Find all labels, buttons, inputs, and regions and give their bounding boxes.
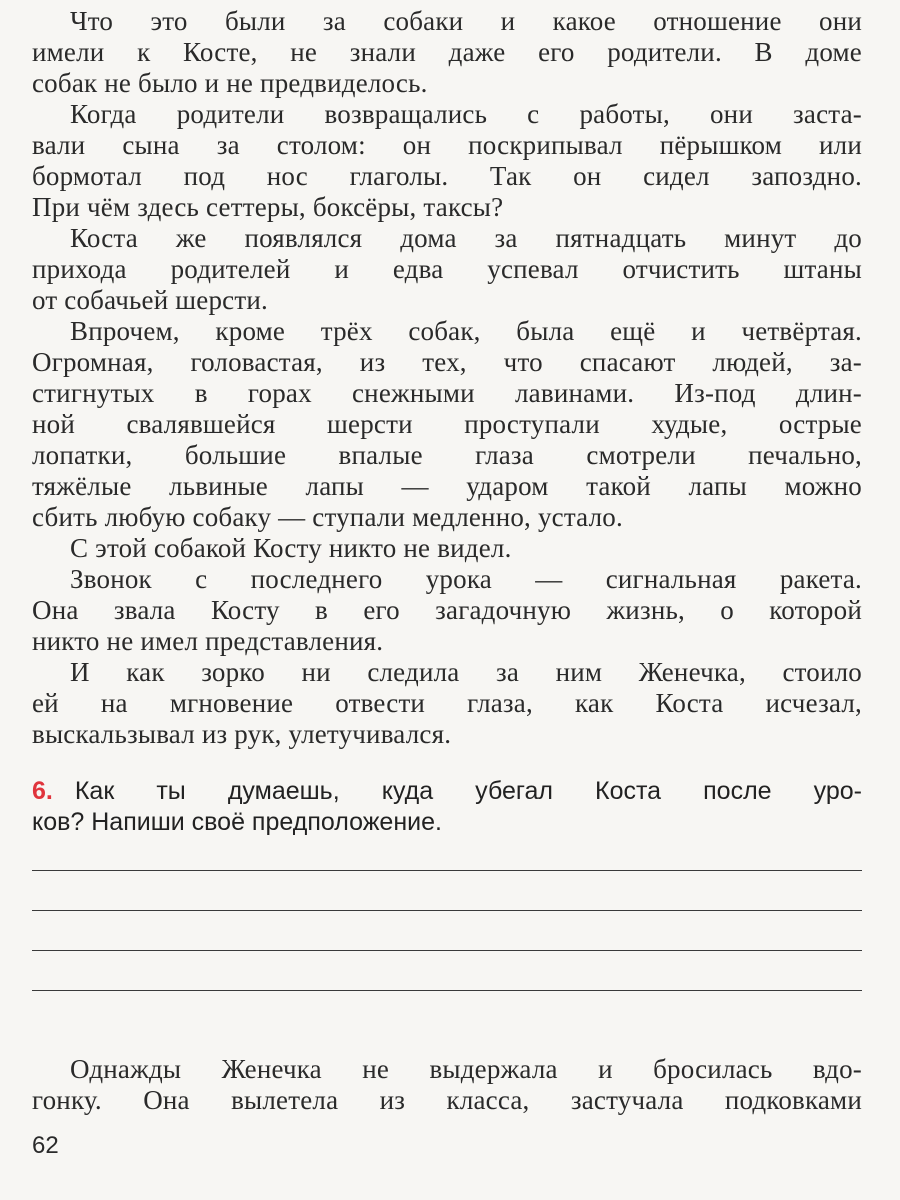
story-line: С этой собакой Косту никто не видел. [70, 533, 512, 563]
answer-line[interactable] [32, 950, 862, 951]
story-line: выскальзывал из рук, улетучивался. [32, 719, 452, 749]
task-line-2: ков? Напиши своё предположение. [32, 808, 442, 836]
answer-line[interactable] [32, 990, 862, 991]
story-line: Коста же появлялся дома за пятнадцать минут до [70, 223, 862, 253]
story-line: Однажды Женечка не выдержала и бросилась вдо- [70, 1054, 862, 1084]
story-line: лопатки, большие впалые глаза смотрели печально, [32, 440, 862, 470]
story-line: Она звала Косту в его загадочную жизнь, о которой [32, 595, 862, 625]
task-text-1: Как ты думаешь, куда убегал Коста после уро- [74, 777, 862, 805]
task-number: 6. [32, 777, 53, 805]
story-line: сбить любую собаку — ступали медленно, устало. [32, 502, 623, 532]
story-continuation [32, 1054, 862, 1116]
story-line: бормотал под нос глаголы. Так он сидел запоздно. [32, 161, 862, 191]
story-line: имели к Косте, не знали даже его родители. В доме [32, 37, 862, 67]
story-line: ей на мгновение отвести глаза, как Коста исчезал, [32, 688, 862, 718]
story-line: прихода родителей и едва успевал отчистить штаны [32, 254, 862, 284]
story-line: от собачьей шерсти. [32, 285, 268, 315]
story-line: Когда родители возвращались с работы, они заста- [70, 99, 862, 129]
story-line: Звонок с последнего урока — сигнальная ракета. [70, 564, 862, 594]
story-line: гонку. Она вылетела из класса, застучала подковками [32, 1085, 862, 1115]
story-line: тяжёлые львиные лапы — ударом такой лапы можно [32, 471, 862, 501]
story-text [32, 6, 862, 750]
task-line-1 [32, 776, 862, 807]
story-line: стигнутых в горах снежными лавинами. Из-под длин- [32, 378, 862, 408]
story-line: Что это были за собаки и какое отношение они [70, 6, 862, 36]
story-line: Огромная, головастая, из тех, что спасают людей, за- [32, 347, 862, 377]
page-number: 62 [32, 1132, 59, 1159]
answer-line[interactable] [32, 910, 862, 911]
story-line: собак не было и не предвиделось. [32, 68, 428, 98]
task-6 [32, 776, 862, 838]
story-line: никто не имел представления. [32, 626, 384, 656]
answer-line[interactable] [32, 870, 862, 871]
story-line: ной свалявшейся шерсти проступали худые, острые [32, 409, 862, 439]
story-line: вали сына за столом: он поскрипывал пёрышком или [32, 130, 862, 160]
story-line: При чём здесь сеттеры, боксёры, таксы? [32, 192, 504, 222]
story-line: И как зорко ни следила за ним Женечка, стоило [70, 657, 862, 687]
story-line: Впрочем, кроме трёх собак, была ещё и четвёртая. [70, 316, 862, 346]
